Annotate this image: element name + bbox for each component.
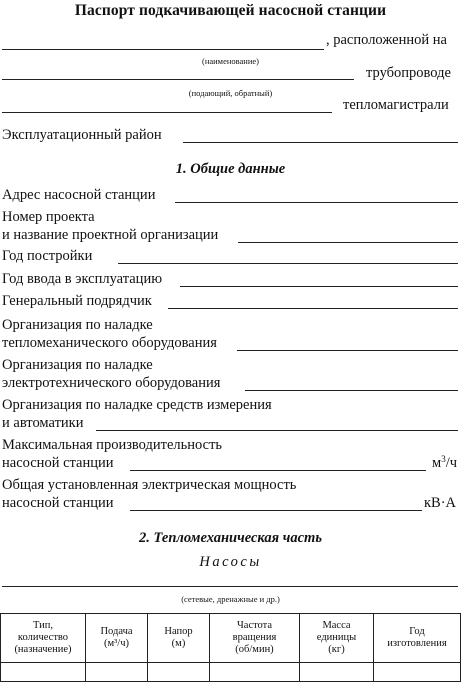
table-cell[interactable] bbox=[148, 663, 210, 682]
station-name-field[interactable] bbox=[2, 33, 324, 50]
project-label-line1: Номер проекта bbox=[2, 209, 95, 225]
located-on-label: , расположенной на bbox=[326, 32, 447, 48]
pump-types-field[interactable] bbox=[2, 570, 458, 587]
org-measure-label-line2: и автоматики bbox=[2, 415, 84, 431]
capacity-label-line2: насосной станции bbox=[2, 455, 114, 471]
table-cell[interactable] bbox=[300, 663, 374, 682]
section-thermo-title: 2. Тепломеханическая часть bbox=[139, 530, 322, 546]
capacity-unit: $м^3/ч$ bbox=[432, 454, 458, 471]
org-measure-label-line1: Организация по наладке средств измерения bbox=[2, 397, 272, 413]
pipeline-label: трубопроводе bbox=[366, 65, 451, 81]
year-built-field[interactable] bbox=[118, 247, 458, 264]
heating-main-field[interactable] bbox=[2, 96, 332, 113]
col-type: Тип, количество (назначение) bbox=[1, 614, 86, 663]
org-electro-label-line2: электротехнического оборудования bbox=[2, 375, 221, 391]
capacity-field[interactable] bbox=[130, 454, 426, 471]
year-commissioned-label: Год ввода в эксплуатацию bbox=[2, 271, 163, 287]
page-title: Паспорт подкачивающей насосной станции bbox=[74, 2, 387, 19]
pumps-subtitle: Насосы bbox=[199, 554, 262, 570]
address-field[interactable] bbox=[175, 186, 458, 203]
pipeline-hint: (подающий, обратный) bbox=[188, 88, 273, 98]
contractor-label: Генеральный подрядчик bbox=[2, 293, 152, 309]
power-unit: кВ·А bbox=[424, 495, 457, 511]
district-field[interactable] bbox=[183, 126, 458, 143]
org-electro-field[interactable] bbox=[245, 374, 458, 391]
table-cell[interactable] bbox=[86, 663, 148, 682]
table-cell[interactable] bbox=[374, 663, 461, 682]
year-commissioned-field[interactable] bbox=[180, 270, 458, 287]
address-label: Адрес насосной станции bbox=[2, 187, 156, 203]
pump-types-hint: (сетевые, дренажные и др.) bbox=[181, 594, 280, 604]
district-label: Эксплуатационный район bbox=[2, 127, 162, 143]
capacity-label-line1: Максимальная производительность bbox=[2, 437, 223, 453]
col-flow: Подача (м³/ч) bbox=[86, 614, 148, 663]
project-label-line2: и название проектной организации bbox=[2, 227, 219, 243]
col-rotation-speed: Частота вращения (об/мин) bbox=[210, 614, 300, 663]
section-general-data-title: 1. Общие данные bbox=[175, 161, 286, 177]
project-field[interactable] bbox=[238, 226, 458, 243]
power-field[interactable] bbox=[130, 494, 422, 511]
col-unit-mass: Масса единицы (кг) bbox=[300, 614, 374, 663]
pumps-table-header bbox=[1, 614, 461, 663]
contractor-field[interactable] bbox=[168, 292, 458, 309]
org-thermo-label-line1: Организация по наладке bbox=[2, 317, 153, 333]
org-thermo-field[interactable] bbox=[237, 334, 458, 351]
col-head: Напор (м) bbox=[148, 614, 210, 663]
year-built-label: Год постройки bbox=[2, 248, 93, 264]
table-cell[interactable] bbox=[1, 663, 86, 682]
power-label-line2: насосной станции bbox=[2, 495, 114, 511]
pipeline-type-field[interactable] bbox=[2, 63, 354, 80]
name-hint: (наименование) bbox=[201, 56, 260, 66]
col-manufacture-year: Год изготовления bbox=[374, 614, 461, 663]
table-cell[interactable] bbox=[210, 663, 300, 682]
pumps-table bbox=[0, 613, 461, 682]
table-row bbox=[1, 663, 461, 682]
org-electro-label-line1: Организация по наладке bbox=[2, 357, 153, 373]
heating-main-label: тепломагистрали bbox=[343, 97, 449, 113]
org-thermo-label-line2: тепломеханического оборудования bbox=[2, 335, 217, 351]
org-measure-field[interactable] bbox=[96, 414, 458, 431]
power-label-line1: Общая установленная электрическая мощность bbox=[2, 477, 297, 493]
